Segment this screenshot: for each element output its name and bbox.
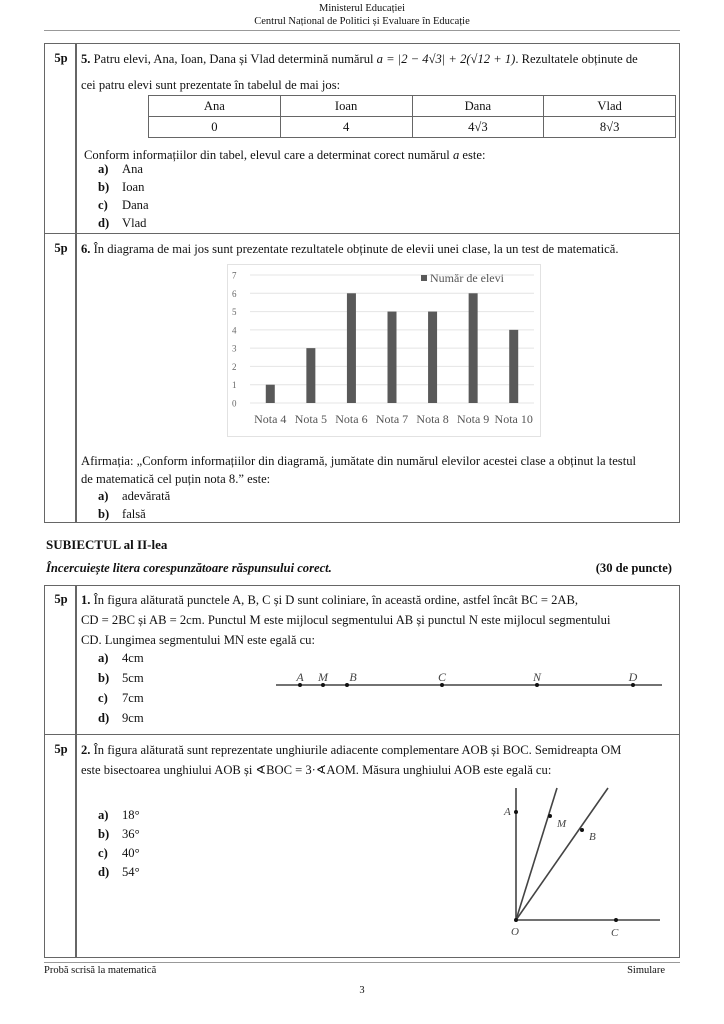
option-letter: b) <box>98 507 110 521</box>
label-D: D <box>628 670 638 684</box>
question-6-option-a[interactable] <box>98 487 170 506</box>
point-A <box>514 810 518 814</box>
question-5-option-b[interactable] <box>98 178 144 197</box>
s2-question-2-line2: este bisectoarea unghiului AOB și ∢BOC = 3·∢AOM. Măsura unghiului AOB este egală cu: <box>81 763 552 777</box>
s2-question-1-option-a[interactable] <box>98 649 144 668</box>
s2-question-1-line1 <box>81 591 578 610</box>
label-O: O <box>511 926 519 938</box>
collinear-points-figure <box>270 664 680 694</box>
option-text: Ioan <box>122 180 145 194</box>
x-tick-label: Nota 10 <box>494 412 533 426</box>
bar-chart <box>227 264 541 437</box>
legend-swatch <box>421 275 427 281</box>
s2-question-2-line1 <box>81 741 621 760</box>
question-5-formula <box>377 52 516 66</box>
page-number: 3 <box>359 985 365 996</box>
question-5-divider <box>75 43 77 234</box>
header-rule <box>44 30 680 31</box>
option-letter: b) <box>98 671 110 685</box>
question-6-text <box>81 240 618 259</box>
option-text: 40° <box>122 846 140 860</box>
option-letter: a) <box>98 808 109 822</box>
legend-label: Număr de elevi <box>430 271 504 285</box>
table-header-cell: Dana <box>412 96 544 117</box>
x-tick-label: Nota 9 <box>456 412 490 426</box>
section-2-instruction: Încercuiește litera corespunzătoare răspunsului corect. <box>46 561 332 575</box>
s2-question-2-points: 5p <box>54 742 68 756</box>
table-value-cell: 8√3 <box>544 117 676 138</box>
ray-OM <box>516 788 557 920</box>
header-ministry: Ministerul Educației <box>318 3 406 14</box>
option-letter: a) <box>98 651 109 665</box>
label-B: B <box>349 670 357 684</box>
bar-nota-9 <box>469 293 478 403</box>
point-C <box>614 918 618 922</box>
y-tick-label: 6 <box>232 288 237 299</box>
question-6-number: 6. <box>81 242 91 256</box>
question-5-line2: cei patru elevi sunt prezentate în tabelul de mai jos: <box>81 78 341 92</box>
question-6-divider <box>75 233 77 523</box>
option-text: Dana <box>122 198 149 212</box>
x-tick-label: Nota 7 <box>375 412 409 426</box>
option-letter: d) <box>98 865 110 879</box>
option-letter: b) <box>98 180 110 194</box>
label-A: A <box>296 670 304 684</box>
section-2-points: (30 de puncte) <box>595 561 672 575</box>
option-letter: c) <box>98 198 108 212</box>
table-value-cell: 4 <box>280 117 412 138</box>
question-6-points: 5p <box>54 241 68 255</box>
s2-question-1-points: 5p <box>54 592 68 606</box>
s2-question-1-line3: CD. Lungimea segmentului MN este egală cu: <box>81 633 315 647</box>
bar-nota-8 <box>428 312 437 403</box>
question-5-intro-end: . Rezultatele obținute de <box>515 52 638 66</box>
question-5-option-a[interactable] <box>98 160 143 179</box>
bar-nota-5 <box>306 348 315 403</box>
y-tick-label: 5 <box>232 307 237 318</box>
label-M: M <box>318 670 328 684</box>
label-C: C <box>437 670 447 684</box>
option-letter: a) <box>98 489 109 503</box>
table-header-cell: Vlad <box>544 96 676 117</box>
question-5-text <box>81 50 638 69</box>
bar-chart-svg <box>228 265 542 438</box>
footer-right: Simulare <box>627 965 665 976</box>
option-letter: c) <box>98 846 108 860</box>
formula-text: a = |2 − 4√3| + 2(√12 + 1) <box>376 52 516 66</box>
ray-OB <box>516 788 608 920</box>
point-M <box>548 814 552 818</box>
section-2-title: SUBIECTUL al II-lea <box>46 537 168 552</box>
point-B <box>580 828 584 832</box>
question-6-option-b[interactable] <box>98 505 146 524</box>
option-text: Ana <box>122 162 143 176</box>
question-6-intro: În diagrama de mai jos sunt prezentate rezultatele obținute de elevii unei clase, la un test de matematică. <box>90 242 619 256</box>
option-text: 9cm <box>122 711 144 725</box>
s2-question-2-option-a[interactable] <box>98 806 140 825</box>
results-table-value-row <box>149 117 676 138</box>
x-tick-label: Nota 5 <box>294 412 328 426</box>
bar-nota-7 <box>388 312 397 403</box>
s2-question-1-option-d[interactable] <box>98 709 144 728</box>
option-text: adevărată <box>122 489 171 503</box>
option-letter: a) <box>98 162 109 176</box>
bar-nota-4 <box>266 385 275 403</box>
s2-question-2-text: În figura alăturată sunt reprezentate unghiurile adiacente complementare AOB și BOC. Semidreapta OM <box>90 743 622 757</box>
footer-left: Probă scrisă la matematică <box>44 965 157 976</box>
label-B: B <box>589 831 596 843</box>
option-text: 7cm <box>122 691 144 705</box>
y-tick-label: 2 <box>232 361 237 372</box>
results-table <box>148 95 676 138</box>
table-value-cell: 0 <box>149 117 281 138</box>
x-tick-label: Nota 8 <box>416 412 449 426</box>
label-A: A <box>504 806 511 818</box>
question-5-option-c[interactable] <box>98 196 149 215</box>
option-letter: d) <box>98 216 110 230</box>
question-5-points: 5p <box>54 51 68 65</box>
option-text: 5cm <box>122 671 144 685</box>
label-M: M <box>557 818 567 830</box>
option-letter: c) <box>98 691 108 705</box>
s2-question-2-divider <box>75 734 77 958</box>
s2-question-1-number: 1. <box>81 593 91 607</box>
s2-question-2-option-d[interactable] <box>98 863 140 882</box>
y-tick-label: 3 <box>232 343 237 354</box>
s2-question-1-option-c[interactable] <box>98 689 144 708</box>
s2-question-1-divider <box>75 585 77 735</box>
table-header-cell: Ana <box>149 96 281 117</box>
bar-nota-6 <box>347 293 356 403</box>
angles-figure <box>495 780 665 940</box>
prompt-text: Conform informațiilor din tabel, elevul care a determinat corect numărul <box>84 148 453 162</box>
point-O <box>514 918 518 922</box>
table-value-cell: 4√3 <box>412 117 544 138</box>
option-text: 18° <box>122 808 140 822</box>
question-6-statement-line1: Afirmația: „Conform informațiilor din diagramă, jumătate din numărul elevilor acestei clase a obținut la testul <box>81 454 636 468</box>
prompt-end: este: <box>459 148 486 162</box>
y-tick-label: 0 <box>232 398 237 409</box>
option-text: Vlad <box>122 216 147 230</box>
s2-question-2-number: 2. <box>81 743 91 757</box>
s2-question-2-option-b[interactable] <box>98 825 140 844</box>
prompt-variable: a <box>452 148 460 162</box>
y-tick-label: 1 <box>232 380 237 391</box>
table-header-cell: Ioan <box>280 96 412 117</box>
footer-rule <box>44 962 680 963</box>
question-5-prompt <box>84 146 485 165</box>
results-table-header-row <box>149 96 676 117</box>
s2-question-2-option-c[interactable] <box>98 844 140 863</box>
option-text: 54° <box>122 865 140 879</box>
s2-question-1-line2: CD = 2BC și AB = 2cm. Punctul M este mijlocul segmentului AB și punctul N este mijlocul segmentului <box>81 613 611 627</box>
s2-question-1-option-b[interactable] <box>98 669 144 688</box>
bar-nota-10 <box>509 330 518 403</box>
header-center: Centrul Național de Politici și Evaluare în Educație <box>254 16 470 27</box>
label-C: C <box>611 927 619 939</box>
label-N: N <box>532 670 542 684</box>
question-6-statement-line2: de matematică cel puțin nota 8.” este: <box>81 472 271 486</box>
option-text: 36° <box>122 827 140 841</box>
option-letter: b) <box>98 827 110 841</box>
question-5-number: 5. <box>81 52 91 66</box>
y-tick-label: 4 <box>232 325 237 336</box>
question-5-intro: Patru elevi, Ana, Ioan, Dana și Vlad determină numărul <box>90 52 377 66</box>
option-letter: d) <box>98 711 110 725</box>
option-text: falsă <box>122 507 146 521</box>
option-text: 4cm <box>122 651 144 665</box>
question-5-option-d[interactable] <box>98 214 146 233</box>
x-tick-label: Nota 4 <box>254 412 287 426</box>
s2-question-1-text: În figura alăturată punctele A, B, C și D sunt coliniare, în această ordine, astfel încât BC = 2AB, <box>90 593 579 607</box>
y-tick-label: 7 <box>232 270 237 281</box>
x-tick-label: Nota 6 <box>335 412 368 426</box>
